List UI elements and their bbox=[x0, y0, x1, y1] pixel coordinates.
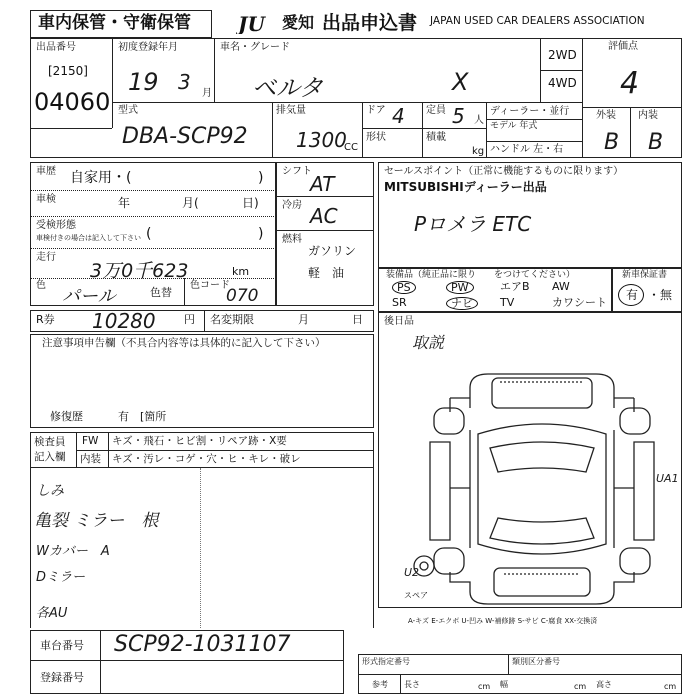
receipt-label: 受検形態 bbox=[36, 220, 76, 231]
form-height-unit: cm bbox=[664, 682, 677, 691]
handnote-1: しみ bbox=[36, 483, 64, 499]
form-height-label: 高さ bbox=[596, 680, 612, 689]
warranty-circle-icon bbox=[618, 284, 644, 306]
repair-label: 修復歴 bbox=[50, 410, 83, 423]
fuel-label: 燃料 bbox=[282, 234, 302, 245]
equipment-label: 装備品（純正品に限り をつけてください） bbox=[386, 270, 576, 280]
lot-number: 04060 bbox=[34, 88, 111, 116]
inspector-int-text: キズ・汚レ・コゲ・穴・ヒ・キレ・破レ bbox=[112, 453, 301, 465]
form-spec-label: 形式指定番号 bbox=[362, 657, 410, 666]
grade-label: 評価点 bbox=[608, 41, 638, 52]
load-label: 積載 bbox=[426, 132, 446, 143]
mileage-value: 3万0千623 bbox=[90, 260, 189, 282]
name-change-month: 月 bbox=[298, 313, 309, 326]
recycle-unit: 円 bbox=[184, 313, 195, 326]
color-code-label: 色コード bbox=[190, 280, 230, 291]
lot-label: 出品番号 bbox=[36, 42, 76, 53]
receipt-close: ) bbox=[258, 226, 264, 242]
ac-value: AC bbox=[310, 204, 338, 228]
recycle-frame bbox=[30, 310, 374, 332]
color-value: パール bbox=[62, 286, 116, 307]
ju-logo-icon bbox=[236, 12, 280, 34]
mileage-unit: km bbox=[232, 265, 250, 278]
car-damage-diagram bbox=[410, 368, 672, 626]
chassis-label: 車台番号 bbox=[40, 639, 84, 652]
handnote-3: Wカバー A bbox=[36, 544, 110, 559]
inspector-fw-text: キズ・飛石・ヒビ割・リペア跡・X要 bbox=[112, 435, 287, 447]
first-reg-year: 19 bbox=[128, 68, 159, 96]
inspector-label: 検査員 記入欄 bbox=[34, 436, 66, 463]
inspection-year: 年 bbox=[118, 196, 131, 210]
points-label: セールスポイント（正常に機能するものに限ります） bbox=[384, 166, 624, 177]
handnote-4: Dミラー bbox=[36, 570, 86, 585]
handle-label: ハンドル 左・右 bbox=[490, 144, 564, 155]
grade-value: 4 bbox=[620, 66, 640, 101]
recycle-label: R券 bbox=[36, 313, 55, 326]
doors-label: ドア bbox=[366, 105, 386, 116]
form-ref-label: 参考 bbox=[372, 680, 388, 689]
exterior-grade: B bbox=[604, 130, 620, 155]
equipment-item: PW bbox=[446, 281, 474, 294]
capacity-value: 5 bbox=[452, 104, 465, 128]
mark-ua1: UA1 bbox=[656, 472, 679, 485]
capacity-label: 定員 bbox=[426, 105, 446, 116]
svg-text:JU: JU bbox=[238, 12, 265, 34]
reg-no-label: 登録番号 bbox=[40, 671, 84, 684]
spare-label: スペア bbox=[404, 591, 428, 600]
receipt-paren: ( bbox=[146, 226, 152, 242]
capacity-unit: 人 bbox=[474, 115, 484, 126]
first-reg-month-unit: 月 bbox=[202, 88, 212, 99]
repair-value: 有 [箇所 bbox=[118, 410, 167, 423]
receipt-note: 車検付きの場合は記入して下さい bbox=[36, 234, 141, 242]
fuel-value: ガソリン bbox=[308, 244, 357, 258]
points-dealer: MITSUBISHIディーラー出品 bbox=[384, 180, 547, 194]
displacement-unit: CC bbox=[344, 142, 358, 153]
recycle-value: 10280 bbox=[92, 309, 156, 333]
model-grade-value: X bbox=[452, 68, 469, 96]
interior-grade: B bbox=[648, 130, 664, 155]
exterior-label: 外装 bbox=[596, 110, 616, 121]
inspection-month: 月( bbox=[182, 196, 199, 210]
name-change-label: 名変期限 bbox=[210, 313, 254, 326]
history-close: ) bbox=[258, 170, 264, 186]
mileage-label: 走行 bbox=[36, 252, 56, 263]
warranty-no: ・無 bbox=[648, 288, 673, 302]
association-name: JAPAN USED CAR DEALERS ASSOCIATION bbox=[430, 15, 645, 27]
lot-sub: [2150] bbox=[48, 64, 88, 78]
handnote-5: 各AU bbox=[36, 606, 68, 621]
doors-value: 4 bbox=[392, 104, 405, 128]
form-class-label: 類別区分番号 bbox=[512, 657, 560, 666]
model-code-label: 型式 bbox=[118, 105, 138, 116]
inspection-label: 車検 bbox=[36, 194, 56, 205]
after-value: 取説 bbox=[412, 333, 445, 352]
shift-value: AT bbox=[310, 172, 335, 196]
form-width-unit: cm bbox=[574, 682, 587, 691]
model-code-value: DBA-SCP92 bbox=[122, 124, 248, 149]
form-length-label: 長さ bbox=[404, 680, 420, 689]
equipment-item: SR bbox=[392, 296, 407, 309]
drive-2wd: 2WD bbox=[548, 48, 577, 62]
damage-legend: A-キズ E-エクボ U-凹み W-補修跡 S-サビ C-腐食 XX-交換済 bbox=[408, 617, 598, 625]
color-code-value: 070 bbox=[226, 286, 259, 306]
model-year-label: モデル 年式 bbox=[490, 121, 538, 131]
interior-label: 内装 bbox=[638, 110, 658, 121]
handnote-2: 亀裂 ミラー 根 bbox=[34, 511, 159, 531]
logo-name: 愛知 bbox=[282, 13, 315, 32]
warranty-label: 新車保証書 bbox=[622, 270, 668, 280]
dealer-label: ディーラー・並行 bbox=[490, 106, 570, 117]
equipment-item: ナビ bbox=[446, 297, 478, 310]
inspector-fw: FW bbox=[82, 435, 99, 447]
notes-label: 注意事項申告欄（不具合内容等は具体的に記入して下さい） bbox=[42, 337, 326, 349]
equipment-item: カワシート bbox=[552, 296, 607, 309]
fuel-alt: 軽 油 bbox=[308, 266, 345, 280]
color-change-label: 色替 bbox=[150, 286, 172, 299]
chassis-value: SCP92-1031107 bbox=[114, 632, 291, 657]
displacement-value: 1300 bbox=[296, 128, 347, 152]
model-name-label: 車名・グレード bbox=[220, 42, 290, 53]
shape-label: 形状 bbox=[366, 132, 386, 143]
first-reg-month: 3 bbox=[178, 70, 191, 94]
storage-title: 車内保管・守衛保管 bbox=[38, 13, 191, 33]
after-label: 後日品 bbox=[384, 316, 414, 327]
form-length-unit: cm bbox=[478, 682, 491, 691]
mark-u2: U2 bbox=[404, 566, 420, 579]
equipment-item: PS bbox=[392, 281, 416, 294]
history-value: 自家用・( bbox=[70, 170, 132, 186]
points-items: Pロメラ ETC bbox=[414, 212, 532, 236]
equipment-item: エアB bbox=[500, 280, 530, 293]
inspection-day: 日) bbox=[242, 196, 259, 210]
equipment-item: AW bbox=[552, 280, 570, 293]
form-width-label: 幅 bbox=[500, 680, 508, 689]
shift-label: シフト bbox=[282, 166, 312, 177]
drive-4wd: 4WD bbox=[548, 76, 577, 90]
ac-label: 冷房 bbox=[282, 200, 302, 211]
load-unit: kg bbox=[472, 146, 485, 157]
doc-title: 出品申込書 bbox=[322, 12, 418, 34]
color-label: 色 bbox=[36, 280, 46, 291]
name-change-day: 日 bbox=[352, 313, 363, 326]
history-label: 車歴 bbox=[36, 166, 56, 177]
warranty-yes: 有 bbox=[626, 288, 639, 302]
inspector-int: 内装 bbox=[80, 453, 101, 465]
equipment-item: TV bbox=[500, 296, 515, 309]
first-reg-label: 初度登録年月 bbox=[118, 42, 178, 53]
model-name-value: ベルタ bbox=[252, 74, 324, 102]
displacement-label: 排気量 bbox=[276, 105, 306, 116]
